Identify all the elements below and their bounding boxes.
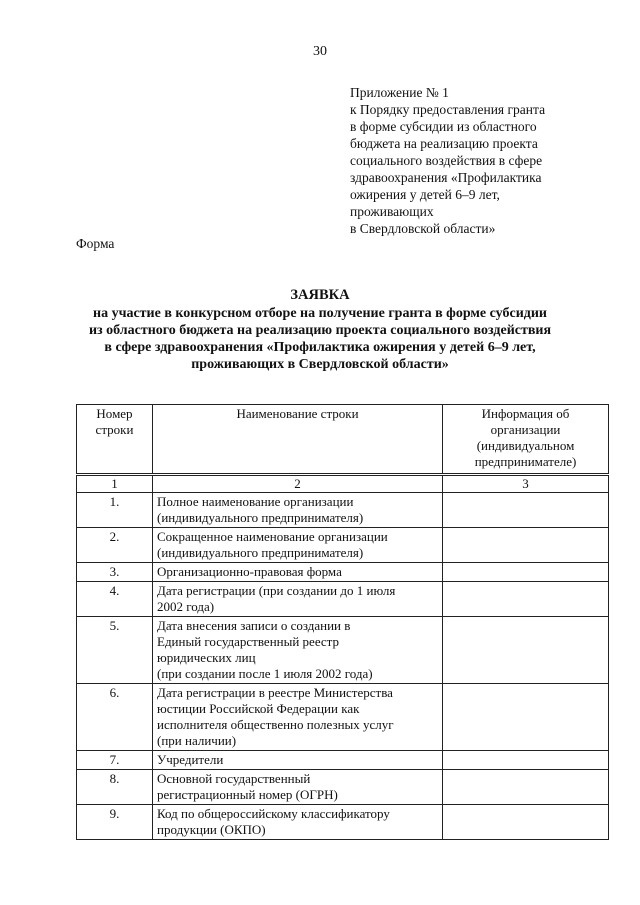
row-number: 9. xyxy=(77,805,153,840)
row-info-field[interactable] xyxy=(443,563,609,582)
form-label: Форма xyxy=(76,236,115,251)
appendix-line: в форме субсидии из областного xyxy=(350,119,537,134)
row-name-line: Полное наименование организации xyxy=(157,494,354,509)
row-info-field[interactable] xyxy=(443,582,609,617)
row-name xyxy=(153,493,443,528)
row-name-line: (при создании после 1 июля 2002 года) xyxy=(157,666,373,681)
header-organization-info: Информация об организации (индивидуальном предпринимателе) xyxy=(443,405,609,475)
row-name xyxy=(153,563,443,582)
appendix-line: проживающих xyxy=(350,204,434,219)
row-number: 7. xyxy=(77,751,153,770)
row-name-line: (индивидуального предпринимателя) xyxy=(157,545,364,560)
title-line: проживающих в Свердловской области» xyxy=(191,357,449,372)
row-name-line: (индивидуального предпринимателя) xyxy=(157,510,364,525)
row-info-field[interactable] xyxy=(443,805,609,840)
row-name-line: Дата регистрации в реестре Министерства xyxy=(157,685,393,700)
row-name-line: Код по общероссийскому классификатору xyxy=(157,806,390,821)
row-info-field[interactable] xyxy=(443,617,609,684)
title-line: на участие в конкурсном отборе на получение гранта в форме субсидии xyxy=(93,306,547,321)
table-row xyxy=(77,528,609,563)
appendix-line: здравоохранения «Профилактика xyxy=(350,170,542,185)
appendix-line: бюджета на реализацию проекта xyxy=(350,136,538,151)
appendix-block xyxy=(350,84,610,237)
row-info-field[interactable] xyxy=(443,528,609,563)
row-name-line: Единый государственный реестр xyxy=(157,634,340,649)
table-row xyxy=(77,493,609,528)
row-name xyxy=(153,528,443,563)
table-row xyxy=(77,582,609,617)
row-name xyxy=(153,805,443,840)
row-number: 8. xyxy=(77,770,153,805)
row-info-field[interactable] xyxy=(443,770,609,805)
appendix-line: ожирения у детей 6–9 лет, xyxy=(350,187,500,202)
row-number: 3. xyxy=(77,563,153,582)
row-name-line: юстиции Российской Федерации как xyxy=(157,701,360,716)
column-number-row xyxy=(77,475,609,493)
appendix-line: к Порядку предоставления гранта xyxy=(350,102,546,117)
row-number: 5. xyxy=(77,617,153,684)
title-line: из областного бюджета на реализацию проекта социального воздействия xyxy=(88,323,552,338)
table-row xyxy=(77,805,609,840)
title-main: ЗАЯВКА xyxy=(290,287,350,303)
row-name-line: 2002 года) xyxy=(157,599,215,614)
row-name-line: Учредители xyxy=(157,752,224,767)
column-number: 2 xyxy=(153,475,443,493)
row-name-line: исполнителя общественно полезных услуг xyxy=(157,717,394,732)
row-name-line: юридических лиц xyxy=(157,650,256,665)
table-row xyxy=(77,617,609,684)
document-title xyxy=(0,287,640,373)
row-name-line: Основной государственный xyxy=(157,771,311,786)
column-number: 1 xyxy=(77,475,153,493)
row-name-line: Дата внесения записи о создании в xyxy=(157,618,351,633)
row-number: 6. xyxy=(77,684,153,751)
row-name xyxy=(153,770,443,805)
row-name xyxy=(153,582,443,617)
row-name-line: Организационно-правовая форма xyxy=(157,564,342,579)
row-name-line: регистрационный номер (ОГРН) xyxy=(157,787,338,802)
row-number: 2. xyxy=(77,528,153,563)
row-name-line: Дата регистрации (при создании до 1 июля xyxy=(157,583,396,598)
table-row xyxy=(77,563,609,582)
row-number: 1. xyxy=(77,493,153,528)
table-row xyxy=(77,751,609,770)
table-row xyxy=(77,684,609,751)
row-info-field[interactable] xyxy=(443,493,609,528)
appendix-line: в Свердловской области» xyxy=(350,221,496,236)
appendix-line: Приложение № 1 xyxy=(350,85,449,100)
appendix-line: социального воздействия в сфере xyxy=(350,153,543,168)
row-name xyxy=(153,751,443,770)
application-table xyxy=(76,404,609,840)
row-number: 4. xyxy=(77,582,153,617)
row-name xyxy=(153,684,443,751)
row-name-line: продукции (ОКПО) xyxy=(157,822,266,837)
row-name-line: Сокращенное наименование организации xyxy=(157,529,388,544)
header-row-number: Номер строки xyxy=(77,405,153,475)
column-number: 3 xyxy=(443,475,609,493)
page-number: 30 xyxy=(313,44,327,59)
title-line: в сфере здравоохранения «Профилактика ожирения у детей 6–9 лет, xyxy=(104,340,536,355)
row-info-field[interactable] xyxy=(443,684,609,751)
row-name-line: (при наличии) xyxy=(157,733,237,748)
row-info-field[interactable] xyxy=(443,751,609,770)
table-row xyxy=(77,770,609,805)
row-name xyxy=(153,617,443,684)
header-row-name: Наименование строки xyxy=(153,405,443,475)
table-header-row xyxy=(77,405,609,475)
